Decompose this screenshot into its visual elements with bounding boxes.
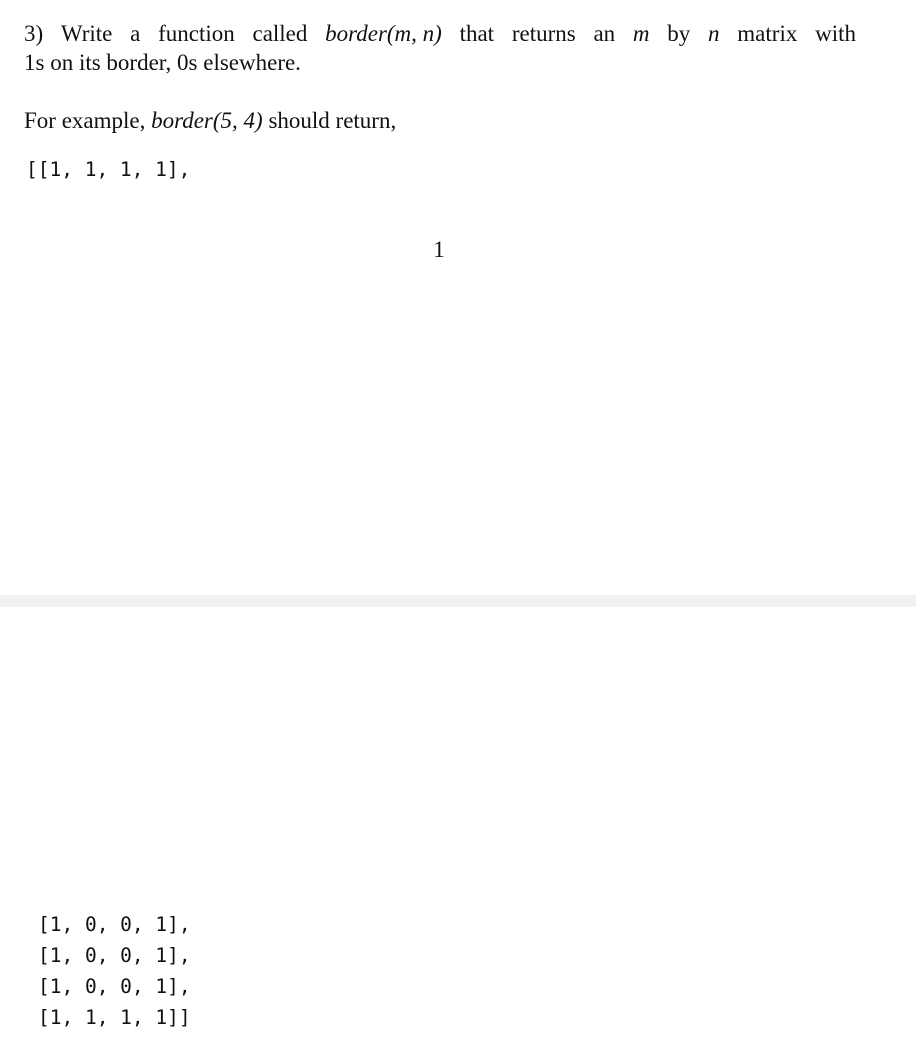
document-page-2 — [0, 607, 916, 1061]
function-call-args: (5, 4) — [212, 108, 263, 133]
matrix-row-3: [1, 0, 0, 1], — [38, 944, 191, 967]
example-intro-suffix: should return, — [262, 108, 397, 133]
statement-word: a — [130, 21, 141, 46]
matrix-row-5: [1, 1, 1, 1]] — [38, 1006, 191, 1029]
matrix-row-2: [1, 0, 0, 1], — [38, 913, 191, 936]
problem-statement-line-2: 1s on its border, 0s elsewhere. — [24, 50, 301, 75]
function-call-name: border — [151, 108, 213, 133]
statement-word: n — [708, 21, 720, 46]
statement-word: with — [815, 21, 856, 46]
statement-word: an — [593, 21, 616, 46]
statement-word: 3) — [24, 21, 44, 46]
example-intro-prefix: For example, — [24, 108, 152, 133]
problem-statement-line-1 — [24, 19, 856, 48]
statement-word: function — [158, 21, 235, 46]
matrix-row-4: [1, 0, 0, 1], — [38, 975, 191, 998]
statement-word: m — [632, 21, 650, 46]
statement-word: returns — [511, 21, 576, 46]
statement-word: border(m, n) — [325, 21, 442, 46]
page-number: 1 — [433, 237, 445, 262]
statement-word: matrix — [737, 21, 798, 46]
statement-word: by — [667, 21, 691, 46]
page-separator — [0, 595, 916, 607]
statement-word: that — [459, 21, 495, 46]
statement-word: called — [252, 21, 308, 46]
statement-word: Write — [60, 21, 113, 46]
example-intro — [24, 106, 396, 135]
matrix-row-1: [[1, 1, 1, 1], — [26, 158, 191, 181]
